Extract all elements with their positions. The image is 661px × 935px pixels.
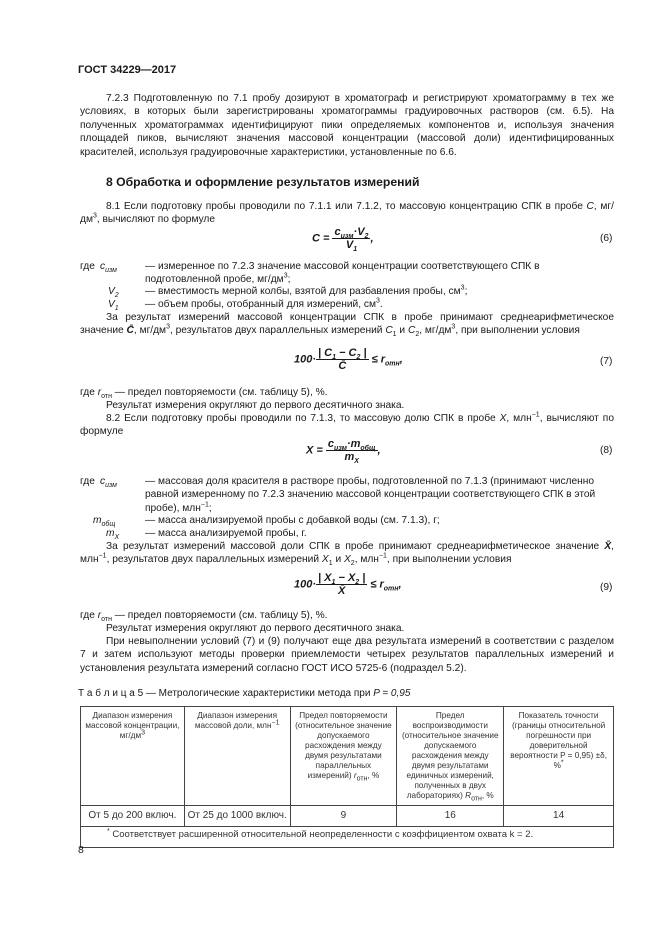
cell-accuracy: 14 — [504, 806, 614, 827]
header-concentration-range: Диапазон измерения массовой концентрации, $мг/дм^3$ — [81, 707, 185, 806]
definition-v1: — объем пробы, отобранный для измерений, $см^3$. — [145, 297, 383, 310]
paragraph-fail-conditions: При невыполнении условий (7) и (9) получают еще два результата измерений в соответствии с разделом 7 и затем используют методы проверки приемлемости четырех результатов параллельных измерений и установления результата измерений согласно ГОСТ ИСО 5725-6 (подраздел 5.2). — [80, 636, 614, 674]
cell-mass-fraction-range: От 25 до 1000 включ. — [184, 806, 290, 827]
definition-v2: — вместимость мерной колбы, взятой для разбавления пробы, $см^3$; — [145, 284, 468, 297]
equation-number-9: (9) — [600, 582, 613, 593]
page-number: 8 — [78, 844, 84, 856]
equation-number-6: (6) — [600, 233, 613, 244]
cell-repeatability: 9 — [290, 806, 397, 827]
definition-c-izm-2: — массовая доля красителя в растворе пробы, подготовленной по 7.1.3 (принимают численно равной измеренному по 7.2.3 значению массовой концентрации соответствующего СПК в этой пробе), млн$^{-1}$; — [145, 476, 596, 514]
table-header-row — [81, 707, 614, 806]
definition-m-obsch: — масса анализируемой пробы с добавкой воды (см. 7.1.3), г; — [145, 515, 440, 526]
formula-6: C = $\frac{c_{изм}\cdot V_2}{V_1}$ , — [312, 226, 374, 254]
formula-7: 100· $\frac{| C_1 - C_2 |}{C̄}$ ≤ $r_{отн}$, — [294, 347, 403, 372]
cell-reproducibility: 16 — [397, 806, 504, 827]
cell-concentration-range: От 5 до 200 включ. — [81, 806, 185, 827]
r-definition-2: где $r_{отн}$ — предел повторяемости (см. таблицу 5), %. — [80, 610, 328, 624]
symbol-v2: $V_2$ — [108, 286, 119, 300]
where-label: где — [80, 261, 95, 272]
symbol-m-obsch: $m_{общ}$ — [93, 515, 116, 529]
table-footnote-row — [81, 827, 614, 848]
header-repeatability: Предел повторяемости (относительное значение допускаемого расхождения между двумя результатами параллельных измерений) $r_{отн}$, % — [290, 707, 397, 806]
symbol-v1: $V_1$ — [108, 299, 119, 313]
equation-number-8: (8) — [600, 445, 613, 456]
where-label-2: где — [80, 476, 95, 487]
table-footnote: * Соответствует расширенной относительной неопределенности с коэффициентом охвата k = 2. — [81, 827, 614, 848]
header-reproducibility: Предел воспроизводимости (относительное значение допускаемого расхождения между двумя результатами единичных измерений, полученных в двух лабораториях) $R_{отн}$, % — [397, 707, 504, 806]
symbol-c-izm: $c_{изм}$ — [100, 261, 117, 275]
r-definition-1: где $r_{отн}$ — предел повторяемости (см. таблицу 5), %. — [80, 387, 328, 401]
section-8-title: 8 Обработка и оформление результатов измерений — [106, 175, 420, 189]
symbol-m-x: $m_X$ — [106, 528, 120, 542]
header-mass-fraction-range: Диапазон измерения массовой доли, млн$^{-1}$ — [184, 707, 290, 806]
definition-m-x: — масса анализируемой пробы, г. — [145, 528, 307, 539]
document-header: ГОСТ 34229—2017 — [78, 64, 177, 76]
symbol-c-izm-2: $c_{изм}$ — [100, 476, 117, 490]
header-accuracy: Показатель точности (границы относительной погрешности при доверительной вероятности P = 0,95) ±δ, %* — [504, 707, 614, 806]
formula-8: X = $\frac{c_{изм}\cdot m_{общ}}{m_X}$ , — [306, 438, 381, 466]
paragraph-result-2: За результат измерений массовой доли СПК в пробе принимают среднеарифметическое значение X̄, млн$^{-1}$, результатов двух параллельных измерений $X_1$ и $X_2$, млн$^{-1}$, при выполнении условия — [80, 541, 614, 568]
paragraph-8-2: 8.2 Если подготовку пробы проводили по 7.1.3, то массовую долю СПК в пробе X, млн$^{-1}$, вычисляют по формуле — [80, 411, 614, 438]
paragraph-result-1: За результат измерений массовой концентрации СПК в пробе принимают среднеарифметическое значение C̄, $мг/дм^3$, результатов двух параллельных измерений $C_1$ и $C_2$, $мг/дм^3$, при выполнении условия — [80, 312, 614, 339]
paragraph-7-2-3: 7.2.3 Подготовленную по 7.1 пробу дозируют в хроматограф и регистрируют хроматограмму в тех же условиях, в которых были зарегистрированы хроматограммы градуировочных растворов (см. 6.5). На полученных хроматограммах идентифицируют пики определяемых компонентов и, используя значения площадей пиков, вычисляют значения массовой концентрации (массовой доли) идентифицированных красителей, используя градуировочные характеристики, установленные по 6.6. — [80, 93, 614, 158]
rounding-note-1: Результат измерения округляют до первого десятичного знака. — [106, 400, 405, 411]
table-row — [81, 806, 614, 827]
formula-9: 100· $\frac{| X_1 - X_2 |}{X̄}$ ≤ $r_{отн}$, — [294, 572, 402, 597]
rounding-note-2: Результат измерения округляют до первого десятичного знака. — [106, 623, 405, 634]
equation-number-7: (7) — [600, 356, 613, 367]
table-caption: Т а б л и ц а 5 — Метрологические характеристики метода при P = 0,95 — [78, 688, 411, 699]
definition-c-izm: — измеренное по 7.2.3 значение массовой концентрации соответствующего СПК в подготовленной пробе, $мг/дм^3$; — [145, 261, 540, 286]
metrology-table — [80, 706, 614, 848]
paragraph-8-1: 8.1 Если подготовку пробы проводили по 7.1.1 или 7.1.2, то массовую концентрацию СПК в пробе C, $мг/дм^3$, вычисляют по формуле — [80, 201, 614, 226]
